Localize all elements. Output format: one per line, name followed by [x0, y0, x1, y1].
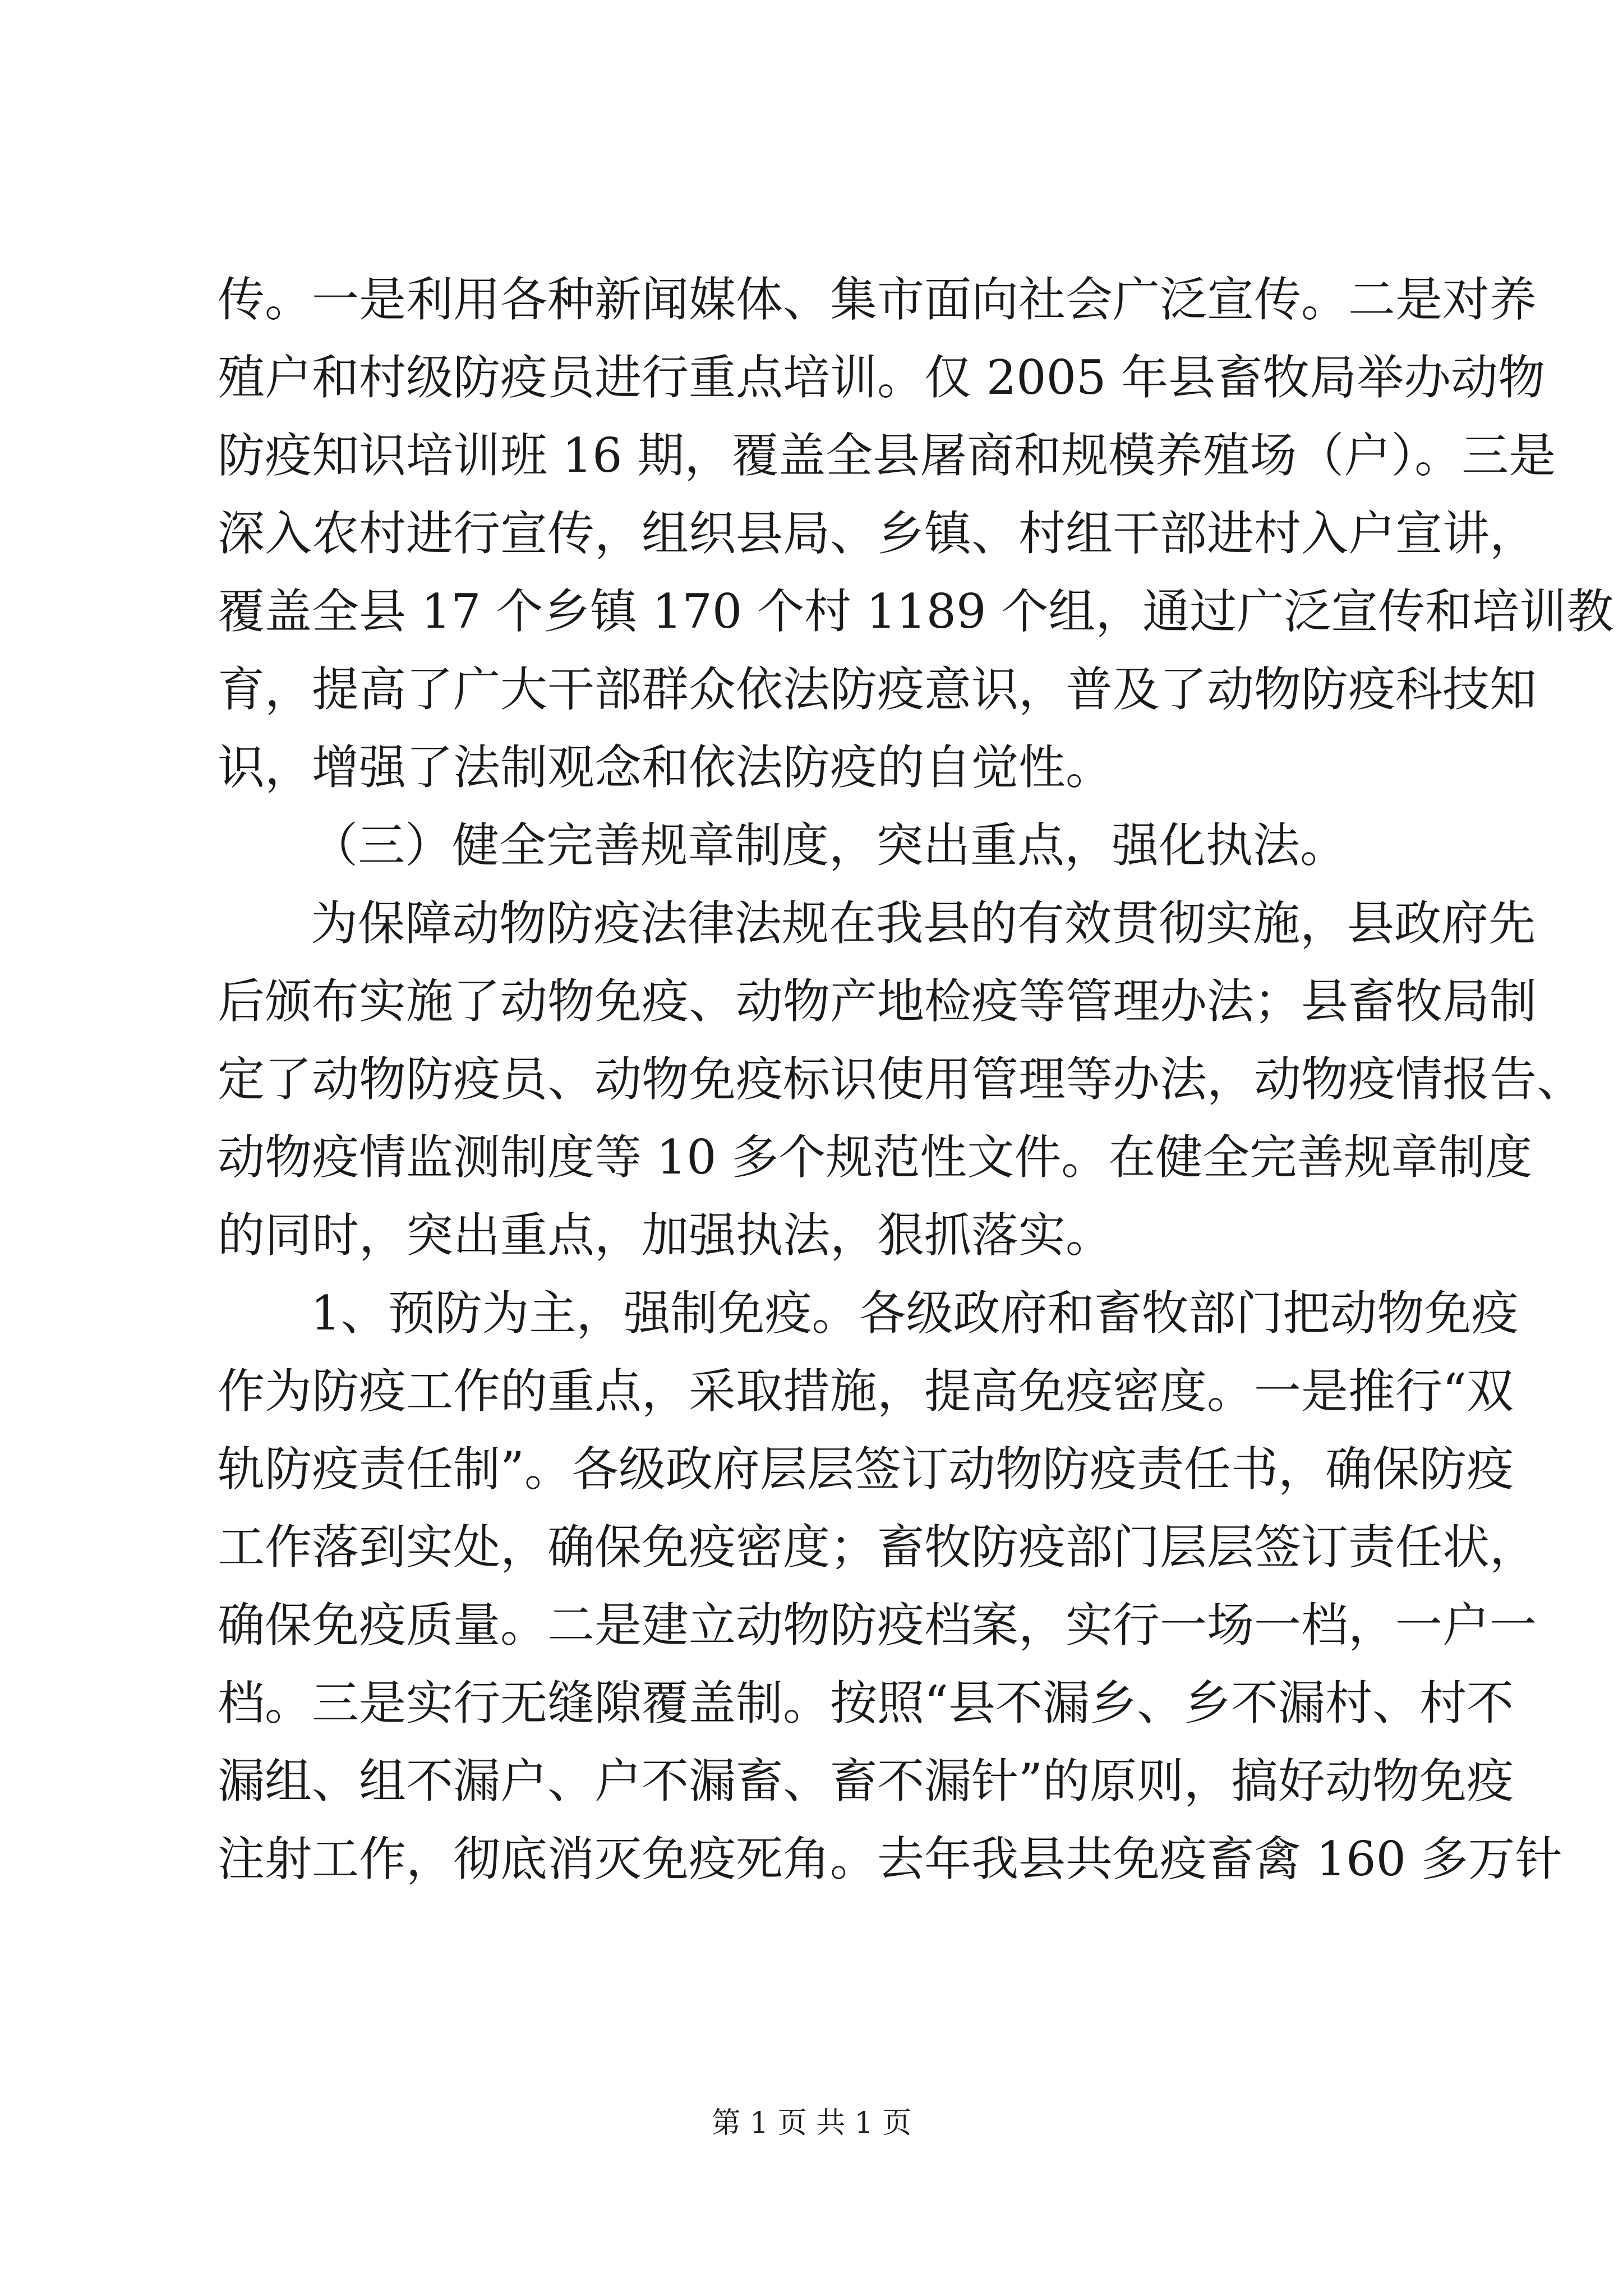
paragraph-3-line-1: 1、预防为主，强制免疫。各级政府和畜牧部门把动物免疫: [311, 1286, 1519, 1341]
paragraph-1-line-4: 深入农村进行宣传，组织县局、乡镇、村组干部进村入户宣讲，: [218, 506, 1537, 561]
paragraph-1-line-3: 防疫知识培训班 16 期，覆盖全县屠商和规模养殖场（户）。三是: [218, 428, 1556, 483]
paragraph-1-line-1: 传。一是利用各种新闻媒体、集市面向社会广泛宣传。二是对养: [218, 272, 1537, 327]
paragraph-1-line-2: 殖户和村级防疫员进行重点培训。仅 2005 年县畜牧局举办动物: [218, 350, 1546, 405]
paragraph-3-line-7: 漏组、组不漏户、户不漏畜、畜不漏针”的原则，搞好动物免疫: [218, 1754, 1514, 1809]
paragraph-1-line-5: 覆盖全县 17 个乡镇 170 个村 1189 个组，通过广泛宣传和培训教: [218, 584, 1614, 639]
paragraph-1-line-7: 识，增强了法制观念和依法防疫的自觉性。: [218, 740, 1113, 795]
paragraph-1-line-6: 育，提高了广大干部群众依法防疫意识，普及了动物防疫科技知: [218, 662, 1537, 717]
paragraph-2-line-3: 定了动物防疫员、动物免疫标识使用管理等办法，动物疫情报告、: [218, 1052, 1584, 1107]
paragraph-2-line-2: 后颁布实施了动物免疫、动物产地检疫等管理办法；县畜牧局制: [218, 974, 1537, 1029]
paragraph-3-line-5: 确保免疫质量。二是建立动物防疫档案，实行一场一档，一户一: [218, 1598, 1537, 1653]
paragraph-3-line-2: 作为防疫工作的重点，采取措施，提高免疫密度。一是推行“双: [218, 1364, 1514, 1419]
paragraph-2-line-5: 的同时，突出重点，加强执法，狠抓落实。: [218, 1208, 1113, 1263]
document-body: [218, 261, 1614, 1898]
page-footer: 第 1 页 共 1 页: [711, 2106, 912, 2140]
paragraph-2-line-4: 动物疫情监测制度等 10 多个规范性文件。在健全完善规章制度: [218, 1130, 1533, 1185]
section-heading: （三）健全完善规章制度，突出重点，强化执法。: [311, 818, 1348, 873]
paragraph-3-line-6: 档。三是实行无缝隙覆盖制。按照“县不漏乡、乡不漏村、村不: [218, 1676, 1514, 1731]
paragraph-3-line-3: 轨防疫责任制”。各级政府层层签订动物防疫责任书，确保防疫: [218, 1442, 1514, 1497]
paragraph-2-line-1: 为保障动物防疫法律法规在我县的有效贯彻实施，县政府先: [311, 896, 1536, 951]
paragraph-3-line-8: 注射工作，彻底消灭免疫死角。去年我县共免疫畜禽 160 多万针: [218, 1832, 1562, 1887]
paragraph-3-line-4: 工作落到实处，确保免疫密度；畜牧防疫部门层层签订责任状，: [218, 1520, 1537, 1575]
